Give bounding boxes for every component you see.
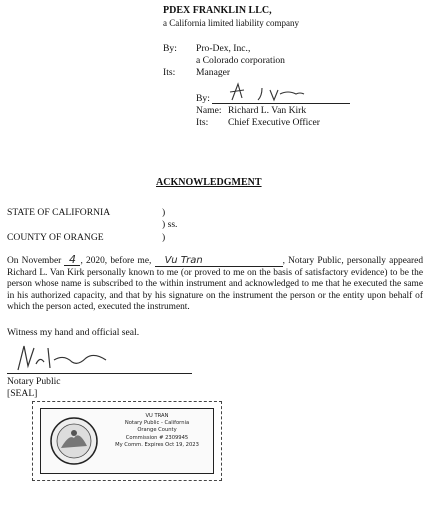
witness-line: Witness my hand and official seal.: [7, 327, 140, 338]
notary-public-label: Notary Public: [7, 376, 61, 387]
its-value: Manager: [196, 67, 231, 78]
seal-line: Orange County: [137, 427, 177, 434]
state-label: STATE OF CALIFORNIA: [7, 207, 111, 218]
acknowledgment-heading: ACKNOWLEDGMENT: [156, 177, 262, 188]
seal-border: [40, 408, 214, 474]
seal-line: My Comm. Expires Oct 19, 2023: [115, 441, 199, 448]
seal-line: Notary Public - California: [124, 420, 190, 427]
para-start: On November: [7, 256, 62, 266]
seal-label: [SEAL]: [7, 388, 38, 399]
by-value-line2: a Colorado corporation: [196, 55, 285, 66]
acknowledgment-paragraph: [7, 255, 423, 314]
its-label: Its:: [163, 67, 176, 78]
company-description: a California limited liability company: [163, 18, 299, 28]
seal-line: Commission # 2309945: [125, 434, 189, 441]
notary-seal: [32, 401, 222, 481]
its2-value: Chief Executive Officer: [228, 117, 320, 128]
para-mid: , 2020, before me,: [80, 256, 152, 266]
its2-label: Its:: [196, 117, 209, 128]
seal-text: [103, 413, 211, 449]
name-label: Name:: [196, 105, 222, 116]
executive-signature: [218, 80, 308, 104]
name-value: Richard L. Van Kirk: [228, 105, 307, 116]
notary-name-fill: Vu Tran: [155, 256, 283, 267]
company-name: PDEX FRANKLIN LLC,: [163, 5, 272, 16]
paren-1: ): [162, 207, 166, 218]
by-label: By:: [163, 43, 177, 54]
para-rest: , Notary Public, personally appeared Richard L. Van Kirk personally known to me (or proved to me on the basis of satisfactory evidence) to be the person whose name is subscribed to the within instrument and acknowledged to me that he executed the same in his authorized capacity, and that by his signature on the instrument the person or the entity upon behalf of which the person acted, executed the instrument.: [7, 256, 424, 313]
notary-signature: [10, 340, 130, 374]
paren-ss: ) ss.: [162, 219, 178, 230]
seal-line: VU TRAN: [145, 413, 169, 419]
by2-label: By:: [196, 93, 210, 104]
state-seal-icon: [49, 416, 99, 466]
day-fill: 4: [64, 255, 80, 266]
county-label: COUNTY OF ORANGE: [7, 232, 104, 243]
notary-signature-line: [7, 373, 192, 374]
paren-3: ): [162, 232, 166, 243]
by-value-line1: Pro-Dex, Inc.,: [196, 43, 251, 54]
